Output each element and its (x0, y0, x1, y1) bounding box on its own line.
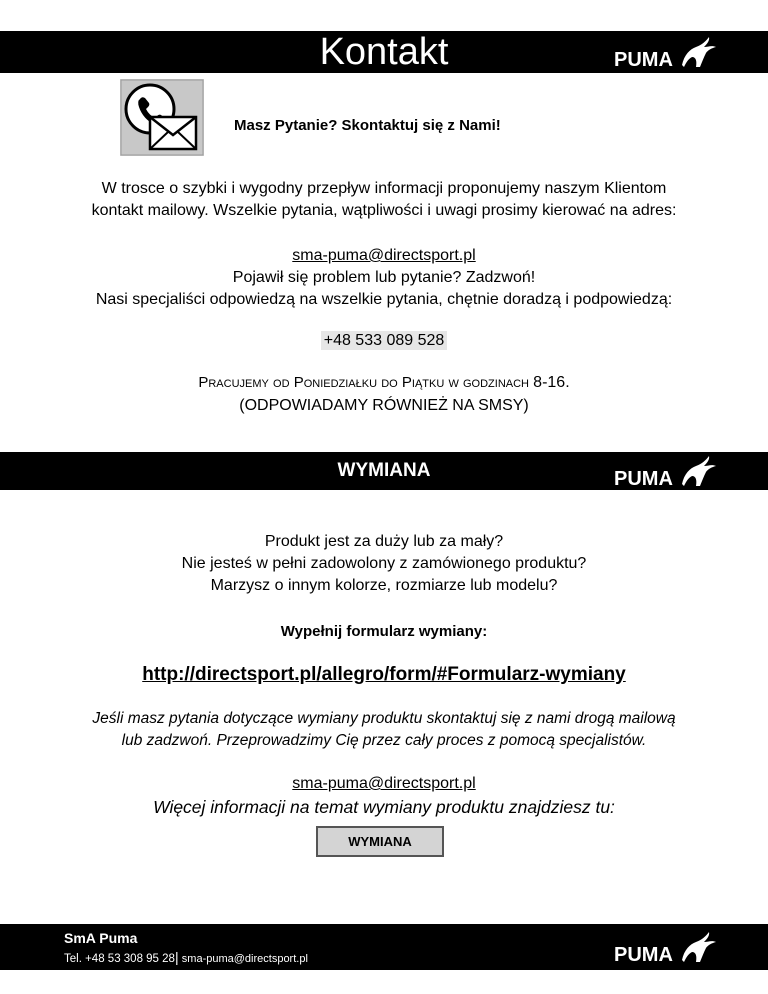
svg-text:PUMA: PUMA (614, 944, 673, 966)
phone-mail-icon (120, 79, 204, 156)
intro-line-1: W trosce o szybki i wygodny przepływ informacji proponujemy naszym Klientom (101, 180, 667, 197)
phone-row (0, 330, 768, 351)
footer-email[interactable]: sma-puma@directsport.pl (181, 953, 308, 965)
phone-number[interactable]: +48 533 089 528 (321, 331, 448, 350)
exchange-button[interactable]: WYMIANA (316, 826, 444, 857)
working-hours-range: 8-16. (533, 374, 570, 391)
contact-title: Kontakt (319, 31, 449, 73)
exchange-form-link[interactable]: http://directsport.pl/allegro/form/#Formularz-wymiany (142, 664, 626, 685)
svg-text:PUMA: PUMA (614, 49, 673, 71)
exchange-question-1: Produkt jest za duży lub za mały? (264, 533, 504, 550)
contact-header-bar (0, 31, 768, 73)
footer-company: SmA Puma (64, 930, 138, 946)
form-link-row (0, 663, 768, 687)
exchange-note-2: lub zadzwoń. Przeprowadzimy Cię przez cały proces z pomocą specjalistów. (121, 732, 647, 749)
puma-logo (612, 454, 720, 490)
call-line-2: Nasi specjaliści odpowiedzą na wszelkie pytania, chętnie doradzą i podpowiedzą: (95, 291, 673, 308)
exchange-title: WYMIANA (337, 460, 431, 481)
hours-row (0, 372, 768, 393)
footer-contact (64, 949, 308, 967)
exchange-header-bar (0, 452, 768, 490)
footer-phone: Tel. +48 53 308 95 28 (64, 953, 175, 965)
exchange-question-3: Marzysz o innym kolorze, rozmiarze lub modelu? (210, 577, 558, 594)
footer-bar (0, 924, 768, 970)
puma-logo (612, 35, 720, 71)
contact-heading: Masz Pytanie? Skontaktuj się z Nami! (234, 117, 501, 134)
form-label: Wypełnij formularz wymiany: (280, 623, 488, 640)
more-info-text: Więcej informacji na temat wymiany produktu znajdziesz tu: (153, 797, 615, 817)
sms-note: (ODPOWIADAMY RÓWNIEŻ NA SMSY) (239, 397, 529, 414)
contact-email-row (0, 245, 768, 266)
call-line-1: Pojawił się problem lub pytanie? Zadzwoń! (232, 269, 536, 286)
exchange-email-link[interactable]: sma-puma@directsport.pl (292, 775, 476, 792)
puma-logo (612, 930, 720, 966)
footer-separator: | (174, 949, 179, 965)
exchange-question-2: Nie jesteś w pełni zadowolony z zamówionego produktu? (181, 555, 587, 572)
exchange-note-1: Jeśli masz pytania dotyczące wymiany produktu skontaktuj się z nami drogą mailową (92, 710, 676, 727)
intro-line-2: kontakt mailowy. Wszelkie pytania, wątpliwości i uwagi prosimy kierować na adres: (91, 202, 677, 219)
svg-text:PUMA: PUMA (614, 468, 673, 490)
working-hours: Pracujemy od Poniedziałku do Piątku w godzinach (198, 374, 529, 391)
exchange-email-row (0, 773, 768, 794)
contact-email-link[interactable]: sma-puma@directsport.pl (292, 247, 476, 264)
